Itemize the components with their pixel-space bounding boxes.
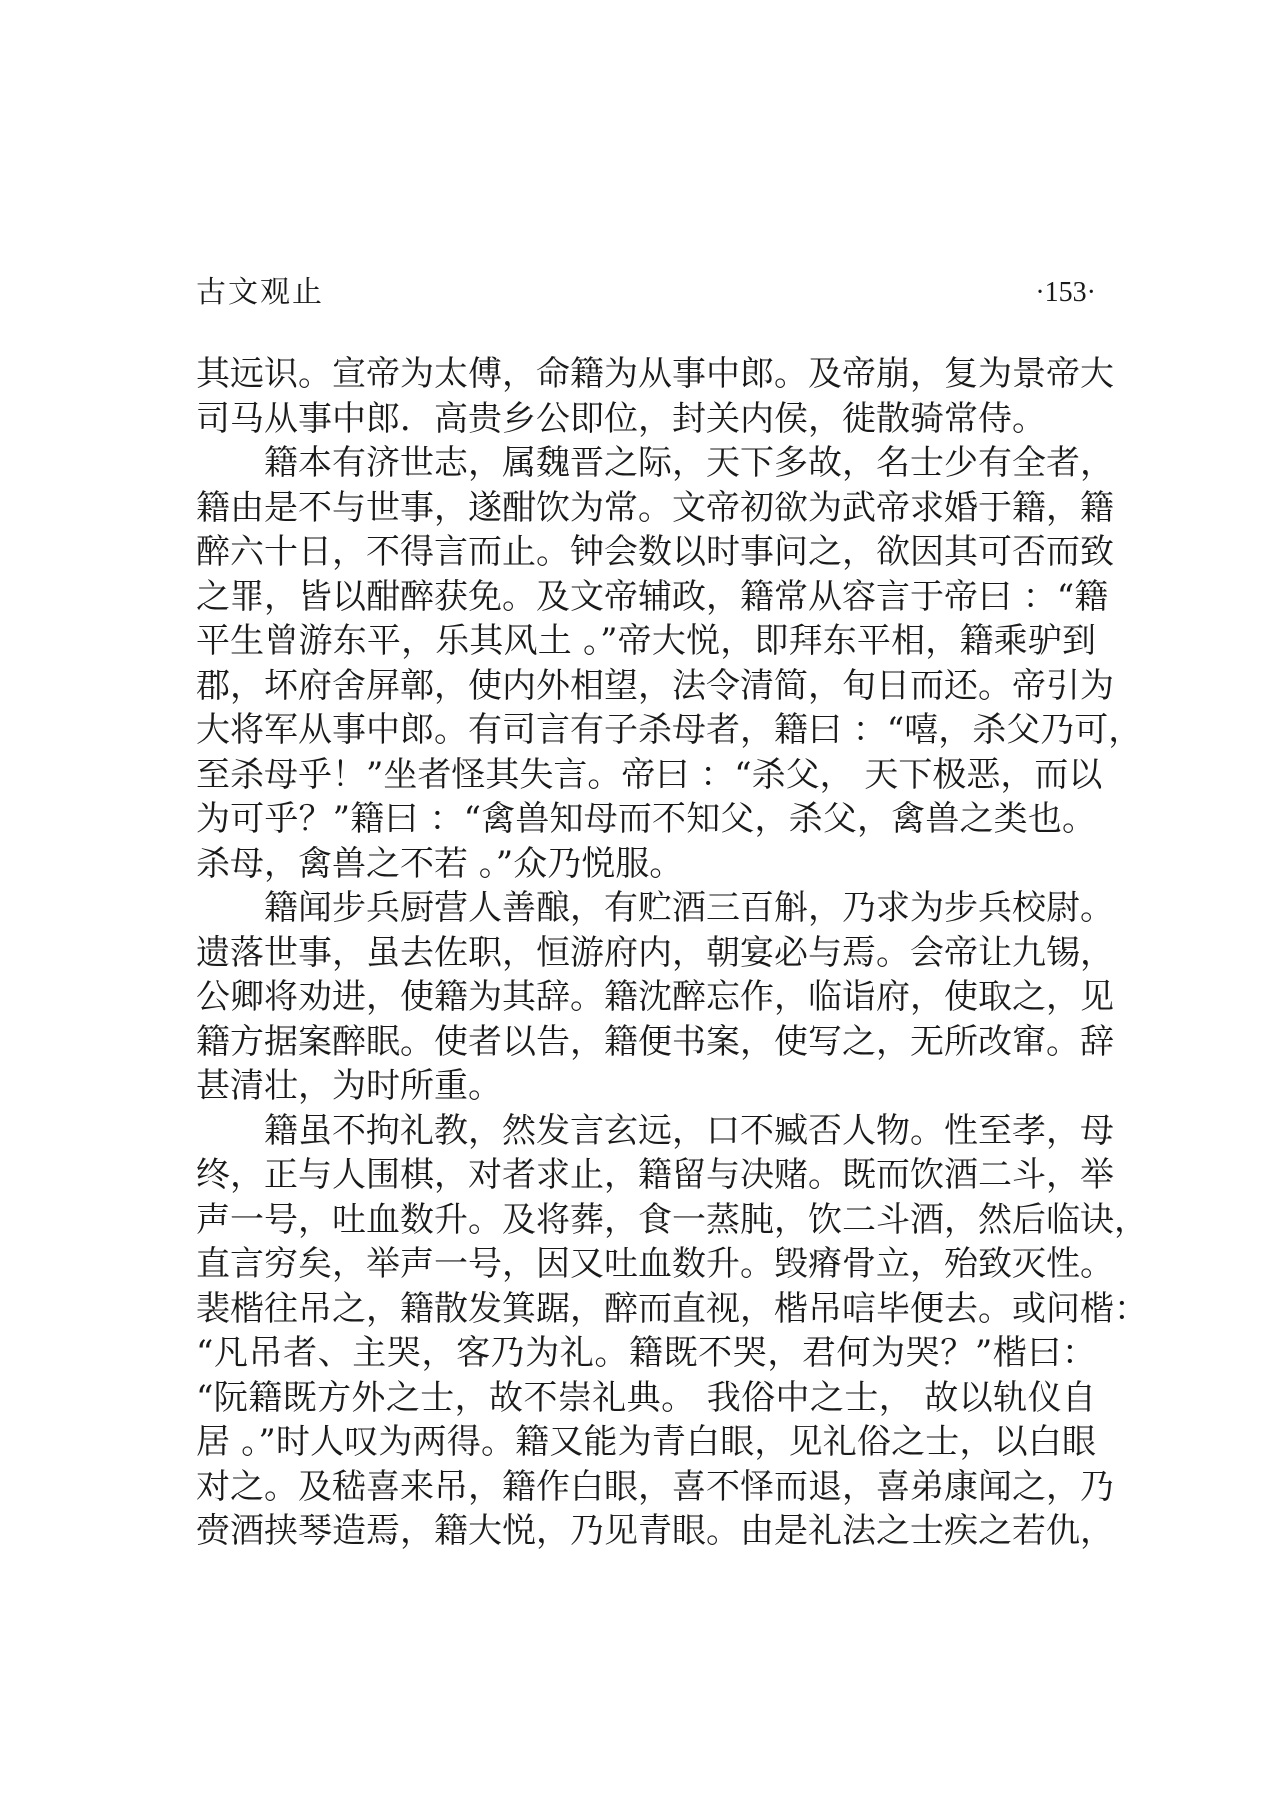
text-line: 终，正与人围棋，对者求止，籍留与决赌。既而饮酒二斗，举 <box>196 1155 1114 1195</box>
text-line: 至杀母乎！”坐者怪其失言。帝曰 ：“杀父， 天下极恶，而以 <box>196 754 1103 795</box>
text-line: 之罪，皆以酣醉获免。及文帝辅政，籍常从容言于帝曰 ：“籍 <box>196 576 1109 617</box>
text-line: 醉六十日，不得言而止。钟会数以时事问之，欲因其可否而致 <box>196 532 1114 572</box>
body-text <box>196 352 1148 1554</box>
text-line: 其远识。宣帝为太傅，命籍为从事中郎。及帝崩，复为景帝大 <box>196 354 1114 394</box>
text-line: 籍闻步兵厨营人善酿，有贮酒三百斛，乃求为步兵校尉。 <box>264 888 1114 928</box>
text-line: 籍方据案醉眠。使者以告，籍便书案，使写之，无所改窜。辞 <box>196 1021 1114 1062</box>
text-line: 大将军从事中郎。有司言有子杀母者，籍曰 ：“嘻，杀父乃可， <box>196 710 1143 750</box>
text-line: 籍本有济世志，属魏晋之际，天下多故，名士少有全者， <box>264 443 1114 483</box>
text-line: 司马从事中郎．高贵乡公即位，封关内侯，徙散骑常侍。 <box>196 398 1046 439</box>
text-line: 为可乎？”籍曰 ：“禽兽知母而不知父，杀父，禽兽之类也。 <box>196 799 1096 839</box>
text-line: “凡吊者、主哭，客乃为礼。籍既不哭，君何为哭？”楷曰： <box>196 1333 1096 1373</box>
text-line: 公卿将劝进，使籍为其辞。籍沈醉忘作，临诣府，使取之，见 <box>196 977 1114 1017</box>
text-line: 声一号，吐血数升。及将葬，食一蒸肫，饮二斗酒，然后临诀， <box>196 1199 1148 1240</box>
text-line: 甚清壮，为时所重。 <box>196 1066 502 1106</box>
book-title: 古文观止 <box>196 275 324 310</box>
text-line: 平生曾游东平，乐其风土 。”帝大悦，即拜东平相，籍乘驴到 <box>196 621 1096 661</box>
text-line: 郡，坏府舍屏鄣，使内外相望，法令清简，旬日而还。帝引为 <box>196 665 1114 706</box>
page-number: ·153· <box>1035 277 1096 308</box>
text-line: 裴楷往吊之，籍散发箕踞，醉而直视，楷吊唁毕便去。或问楷： <box>196 1288 1148 1329</box>
text-line: 杀母，禽兽之不若 。”众乃悦服。 <box>196 843 684 884</box>
text-line: 赍酒挟琴造焉，籍大悦，乃见青眼。由是礼法之士疾之若仇， <box>196 1511 1114 1551</box>
text-line: 居 。”时人叹为两得。籍又能为青白眼，见礼俗之士，以白眼 <box>196 1422 1096 1462</box>
text-line: 籍由是不与世事，遂酣饮为常。文帝初欲为武帝求婚于籍，籍 <box>196 487 1114 528</box>
text-line: “阮籍既方外之士，故不崇礼典。 我俗中之士， 故以轨仪自 <box>196 1377 1096 1418</box>
text-line: 遗落世事，虽去佐职，恒游府内，朝宴必与焉。会帝让九锡， <box>196 932 1114 973</box>
page-header <box>196 272 1096 314</box>
text-line: 对之。及嵇喜来吊，籍作白眼，喜不怿而退，喜弟康闻之，乃 <box>196 1466 1114 1507</box>
text-line: 籍虽不拘礼教，然发言玄远，口不臧否人物。性至孝，母 <box>264 1110 1114 1151</box>
text-line: 直言穷矣，举声一号，因又吐血数升。毁瘠骨立，殆致灭性。 <box>196 1244 1114 1284</box>
